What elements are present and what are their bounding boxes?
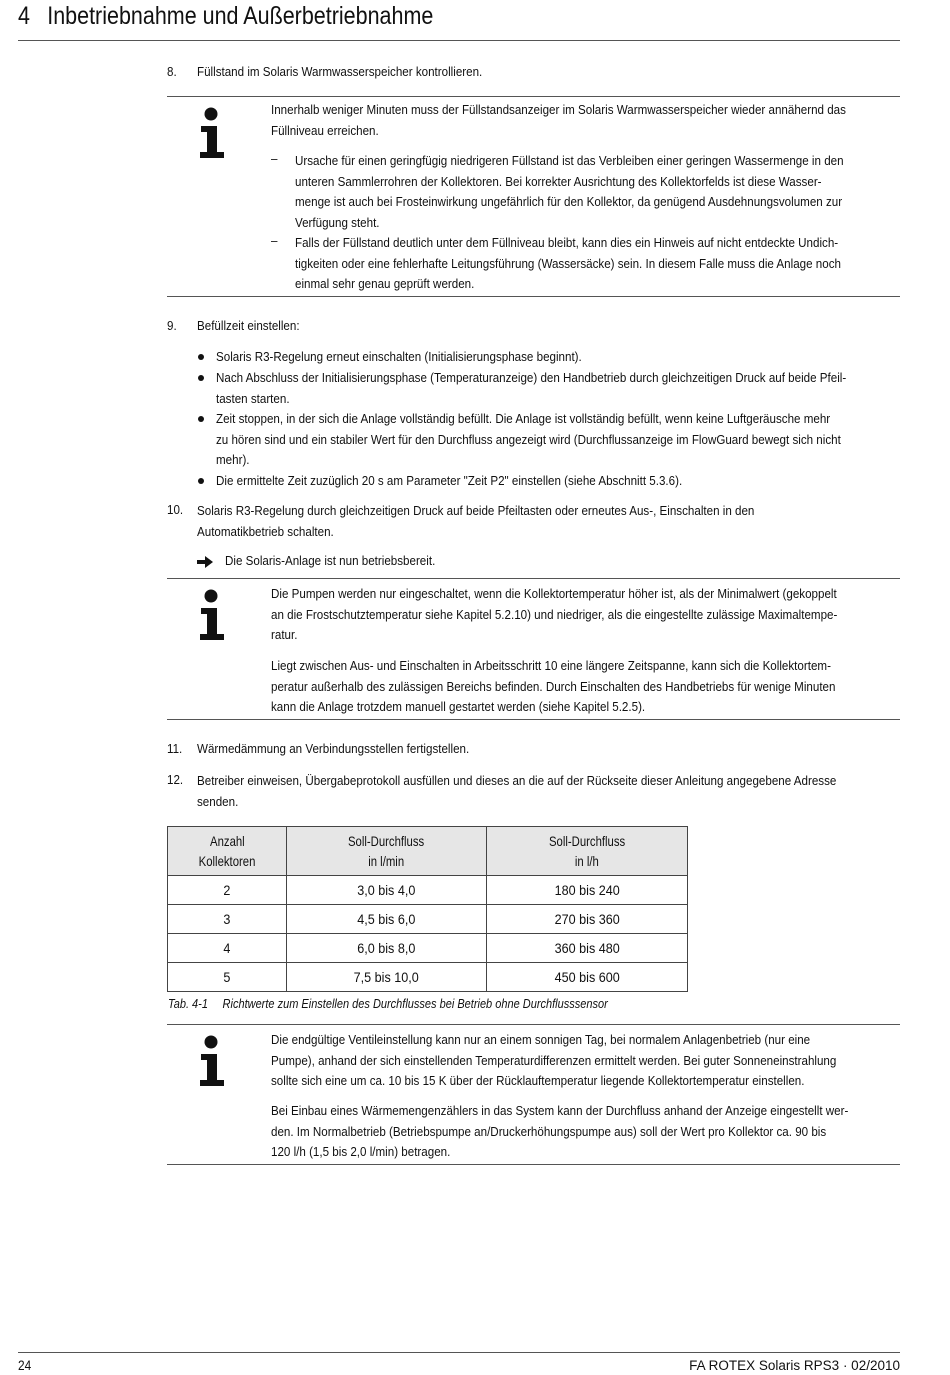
info-text: Bei Einbau eines Wärmemengenzählers in das System kann der Durchfluss anhand der Anzeige eingestellt wer- den. Im Normalbetrieb (Betriebspumpe an/Druckerhöhungspumpe aus) soll der Wert pro Kollektor ca. 90 bis 120 l/h (1,5 bis 2,0 l/min) betragen. — [271, 1103, 849, 1159]
table-cell: 3 — [168, 905, 287, 934]
footer-rule — [18, 1352, 900, 1353]
table-caption-label: Tab. 4-1 — [168, 997, 208, 1011]
bullet-dot — [198, 354, 204, 360]
bullet-dot — [198, 416, 204, 422]
info-box-top-rule — [167, 96, 900, 97]
table-cell: 2 — [168, 876, 287, 905]
chapter-title-text: Inbetriebnahme und Außerbetriebnahme — [47, 2, 434, 30]
document-id: FA ROTEX Solaris RPS3 · 02/2010 — [689, 1358, 900, 1373]
table-cell: 180 bis 240 — [487, 876, 688, 905]
bullet-item: Nach Abschluss der Initialisierungsphase (Temperaturanzeige) den Handbetrieb durch gleichzeitigen Druck auf beide Pfeil- tasten starten. — [216, 370, 847, 406]
dash-marker: – — [271, 151, 278, 166]
table-cell: 4,5 bis 6,0 — [287, 905, 487, 934]
table-cell: 3,0 bis 4,0 — [287, 876, 487, 905]
table-cell: 6,0 bis 8,0 — [287, 934, 487, 963]
info-text: Liegt zwischen Aus- und Einschalten in Arbeitsschritt 10 eine längere Zeitspanne, kann sich die Kollektortem- peratur außerhalb des zulässigen Bereichs befinden. Durch Einschalten des Handbetriebs für wenige Minuten kann die Anlage trotzdem manuell gestartet werden (siehe Kapitel 5.2.5). — [271, 658, 836, 714]
table-cell: 5 — [168, 963, 287, 992]
info-box-top-rule — [167, 1024, 900, 1025]
result-arrow-icon — [197, 556, 213, 568]
info-icon — [197, 1034, 231, 1092]
page-number: 24 — [18, 1358, 32, 1373]
step-number: 12. — [167, 772, 184, 787]
info-text: Innerhalb weniger Minuten muss der Füllstandsanzeiger im Solaris Warmwasserspeicher wieder annähernd das Füllniveau erreichen. — [271, 102, 846, 138]
bullet-dot — [198, 478, 204, 484]
table-header-row — [168, 827, 688, 876]
step-number: 8. — [167, 64, 177, 79]
step-text: Betreiber einweisen, Übergabeprotokoll ausfüllen und dieses an die auf der Rückseite dieser Anleitung angegebene Adresse senden. — [197, 773, 837, 809]
info-box-bottom-rule — [167, 1164, 900, 1165]
info-text: Die endgültige Ventileinstellung kann nur an einem sonnigen Tag, bei normalem Anlagenbetrieb (nur eine Pumpe), anhand der sich einstellenden Temperaturdifferenzen ermittelt werden. Bei guter Sonneneinstrahlung sollte sich eine um ca. 10 bis 15 K über der Rücklauftemperatur liegende Kollektortemperatur einstellen. — [271, 1032, 837, 1088]
table-row — [168, 963, 688, 992]
step-number: 10. — [167, 502, 184, 517]
bullet-item: Die ermittelte Zeit zuzüglich 20 s am Parameter "Zeit P2" einstellen (siehe Abschnitt 5.3.6). — [216, 473, 683, 488]
bullet-item: Zeit stoppen, in der sich die Anlage vollständig befüllt. Die Anlage ist vollständig befüllt, wenn keine Luftgeräusche mehr zu hören sind und ein stabiler Wert für den Durchfluss angezeigt wird (Durchflussanzeige im FlowGuard bewegt sich nicht mehr). — [216, 411, 841, 467]
table-cell: 270 bis 360 — [487, 905, 688, 934]
table-header-cell: Soll-Durchfluss in l/h — [487, 827, 688, 876]
result-text: Die Solaris-Anlage ist nun betriebsbereit. — [225, 553, 436, 568]
table-caption-text: Richtwerte zum Einstellen des Durchflusses bei Betrieb ohne Durchflusssensor — [222, 997, 608, 1011]
info-text: Die Pumpen werden nur eingeschaltet, wenn die Kollektortemperatur höher ist, als der Minimalwert (gekoppelt an die Frostschutztemperatur siehe Kapitel 5.2.10) und niedriger, als die eingestellte zulässige Maximaltempe- ratur. — [271, 586, 838, 642]
table-cell: 360 bis 480 — [487, 934, 688, 963]
info-box-bottom-rule — [167, 296, 900, 297]
table-cell: 450 bis 600 — [487, 963, 688, 992]
step-number: 11. — [167, 741, 183, 756]
info-icon — [197, 588, 231, 646]
bullet-item: Solaris R3-Regelung erneut einschalten (Initialisierungsphase beginnt). — [216, 349, 582, 364]
flow-rate-table — [167, 826, 688, 992]
dash-marker: – — [271, 233, 278, 248]
dash-list-item: Ursache für einen geringfügig niedrigeren Füllstand ist das Verbleiben einer geringen Wassermenge in den unteren Sammlerrohren der Kollektoren. Bei korrekter Ausrichtung des Kollektorfelds ist diese Wasser- menge ist auch bei Frosteinwirkung ungefährlich für den Kollektor, da genügend Ausdehnungsvolumen zur Verfügung steht. — [295, 153, 844, 230]
table-row — [168, 934, 688, 963]
step-text: Befüllzeit einstellen: — [197, 318, 300, 333]
bullet-dot — [198, 375, 204, 381]
info-box-bottom-rule — [167, 719, 900, 720]
table-header-cell: Soll-Durchfluss in l/min — [287, 827, 487, 876]
table-cell: 4 — [168, 934, 287, 963]
chapter-title — [18, 2, 433, 31]
dash-list-item: Falls der Füllstand deutlich unter dem Füllniveau bleibt, kann dies ein Hinweis auf nicht entdeckte Undich- tigkeiten oder eine fehlerhafte Leitungsführung (Wassersäcke) sein. In diesem Falle muss die Anlage noch einmal sehr genau geprüft werden. — [295, 235, 841, 291]
step-text: Wärmedämmung an Verbindungsstellen fertigstellen. — [197, 741, 470, 756]
table-row — [168, 876, 688, 905]
info-box-top-rule — [167, 578, 900, 579]
step-text: Solaris R3-Regelung durch gleichzeitigen Druck auf beide Pfeiltasten oder erneutes Aus-, Einschalten in den Automatikbetrieb schalten. — [197, 503, 755, 539]
step-text: Füllstand im Solaris Warmwasserspeicher kontrollieren. — [197, 64, 483, 79]
table-cell: 7,5 bis 10,0 — [287, 963, 487, 992]
chapter-number: 4 — [18, 2, 30, 30]
header-rule — [18, 40, 900, 41]
step-number: 9. — [167, 318, 177, 333]
table-header-cell: Anzahl Kollektoren — [168, 827, 287, 876]
info-icon — [197, 106, 231, 164]
table-caption — [168, 997, 608, 1011]
table-row — [168, 905, 688, 934]
